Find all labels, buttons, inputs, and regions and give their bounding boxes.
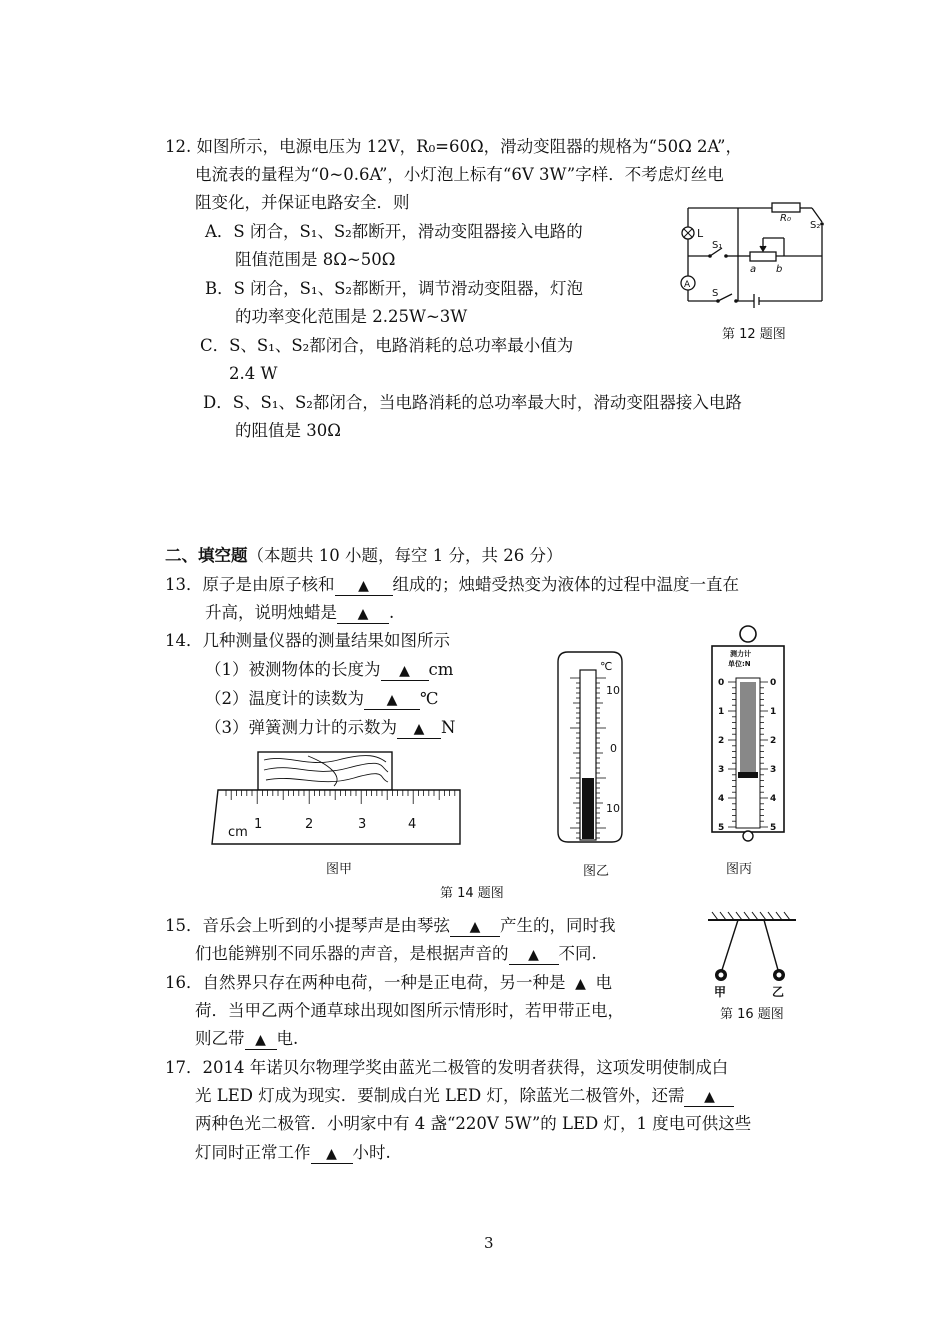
q15-text-3: 们也能辨别不同乐器的声音，是根据声音的 <box>195 944 509 963</box>
section-note: （本题共 10 小题，每空 1 分，共 26 分） <box>247 546 563 565</box>
spring-scale-tick-label: 1 <box>770 707 777 717</box>
label-s1: S₁ <box>712 240 723 251</box>
q15-text-2: 产生的，同时我 <box>500 916 616 935</box>
q12-line3: 阻变化，并保证电路安全．则 <box>195 193 410 212</box>
section-title: 二、填空题 <box>165 546 248 565</box>
thermometer-tick-bottom: 10 <box>606 802 620 815</box>
q12-line2: 电流表的量程为“0~0.6A”，小灯泡上标有“6V 3W”字样．不考虑灯丝电 <box>195 165 724 184</box>
q17-blank-1[interactable]: ▲ <box>684 1088 734 1107</box>
q15-blank-1[interactable]: ▲ <box>450 918 500 937</box>
q12-option-d-cont: 的阻值是 30Ω <box>235 421 341 440</box>
page-number: 3 <box>484 1234 494 1252</box>
q17-blank-2[interactable]: ▲ <box>311 1145 353 1164</box>
q14-blank-1[interactable]: ▲ <box>381 662 429 681</box>
q14-sub2-text: （2）温度计的读数为 <box>205 689 364 708</box>
q14-sub3-unit: N <box>441 718 456 737</box>
spring-scale-tick-label: 0 <box>718 678 725 688</box>
spring-scale-tick-label: 4 <box>718 794 725 804</box>
q14-sub1-unit: cm <box>428 660 454 679</box>
q14-figure-caption: 第 14 题图 <box>440 886 504 901</box>
spring-scale-tick-label: 5 <box>770 823 777 833</box>
spring-scale-head1: 测力计 <box>730 650 751 658</box>
thermometer-unit: ℃ <box>600 660 613 673</box>
q16-text-4: 则乙带 <box>195 1029 245 1048</box>
ruler-tick-3: 3 <box>358 817 367 832</box>
q17-text-2: 光 LED 灯成为现实．要制成白光 LED 灯，除蓝光二极管外，还需 <box>195 1086 685 1105</box>
spring-scale-tick-label: 1 <box>718 707 725 717</box>
spring-scale-tick-label: 5 <box>718 823 725 833</box>
ball-label-yi: 乙 <box>772 985 785 999</box>
q15-text-1: 15．音乐会上听到的小提琴声是由琴弦 <box>165 916 450 935</box>
spring-scale-tick-label: 0 <box>770 678 777 688</box>
q13-blank-2[interactable]: ▲ <box>337 605 389 624</box>
q12-option-a: A．S 闭合，S₁、S₂都断开，滑动变阻器接入电路的 <box>205 222 583 241</box>
spring-scale-tick-label: 3 <box>718 765 725 775</box>
q17-text-5: 小时. <box>352 1143 391 1162</box>
q16-line3 <box>195 1028 298 1050</box>
q12-circuit-diagram <box>672 198 842 316</box>
q14-stem: 14．几种测量仪器的测量结果如图所示 <box>165 631 450 650</box>
ruler-unit: cm <box>228 825 248 840</box>
q13-line2 <box>205 602 394 624</box>
label-b: b <box>776 264 783 275</box>
q15-blank-2[interactable]: ▲ <box>509 946 559 965</box>
thermometer-tick-zero: 0 <box>610 742 617 755</box>
spring-scale-head2: 单位:N <box>728 660 751 668</box>
q16-line1 <box>165 972 612 994</box>
ruler-tick-2: 2 <box>305 817 314 832</box>
label-s2: S₂ <box>810 220 821 231</box>
ruler-caption: 图甲 <box>326 862 353 877</box>
spring-scale-tick-label: 2 <box>718 736 725 746</box>
q12-option-c: C．S、S₁、S₂都闭合，电路消耗的总功率最小值为 <box>200 336 574 355</box>
q15-line2 <box>195 943 597 965</box>
ruler-figure <box>208 748 470 848</box>
thermometer-tick-top: 10 <box>606 684 620 697</box>
label-s: S <box>712 288 719 299</box>
q14-sub3-text: （3）弹簧测力计的示数为 <box>205 718 397 737</box>
q17-line2 <box>195 1085 734 1107</box>
ruler-tick-4: 4 <box>408 817 417 832</box>
q14-blank-3[interactable]: ▲ <box>397 720 441 739</box>
label-lamp: L <box>697 227 704 240</box>
ruler-tick-1: 1 <box>254 817 263 832</box>
label-a: a <box>750 264 757 275</box>
q16-text-1: 16．自然界只存在两种电荷，一种是正电荷，另一种是 <box>165 973 566 992</box>
q16-blank-1[interactable]: ▲ <box>575 976 586 992</box>
q15-text-4: 不同. <box>558 944 597 963</box>
q14-sub1 <box>205 659 453 681</box>
spring-scale-caption: 图丙 <box>726 862 753 877</box>
q13-text-4: . <box>389 603 395 622</box>
spring-scale-tick-label: 3 <box>770 765 777 775</box>
q16-text-5: 电. <box>276 1029 299 1048</box>
section-heading <box>165 545 562 567</box>
q13-text-3: 升高，说明烛蜡是 <box>205 603 337 622</box>
thermometer-figure <box>548 648 632 848</box>
q13-text-1: 13．原子是由原子核和 <box>165 575 335 594</box>
q13-line1 <box>165 574 739 596</box>
q16-blank-2[interactable]: ▲ <box>245 1031 277 1050</box>
q12-option-b-cont: 的功率变化范围是 2.25W~3W <box>235 307 468 326</box>
q16-text-2: 电 <box>595 973 612 992</box>
spring-scale-tick-label: 2 <box>770 736 777 746</box>
q17-line4 <box>195 1142 391 1164</box>
q12-option-c-cont: 2.4 W <box>229 364 278 383</box>
label-r0: R₀ <box>780 213 791 224</box>
q15-line1 <box>165 915 616 937</box>
ball-label-jia: 甲 <box>714 985 727 999</box>
thermometer-caption: 图乙 <box>583 864 610 879</box>
q14-sub2-unit: ℃ <box>420 689 439 708</box>
q14-sub1-text: （1）被测物体的长度为 <box>205 660 381 679</box>
q13-blank-1[interactable]: ▲ <box>335 577 393 596</box>
q17-text-4: 灯同时正常工作 <box>195 1143 311 1162</box>
spring-scale-figure <box>708 622 792 844</box>
q16-line2: 荷．当甲乙两个通草球出现如图所示情形时，若甲带正电， <box>195 1001 624 1020</box>
pith-balls-figure <box>704 910 800 1002</box>
q17-line1: 17．2014 年诺贝尔物理学奖由蓝光二极管的发明者获得，这项发明使制成白 <box>165 1058 729 1077</box>
q17-line3: 两种色光二极管．小明家中有 4 盏“220V 5W”的 LED 灯，1 度电可供这些 <box>195 1114 752 1133</box>
q12-option-b: B．S 闭合，S₁、S₂都断开，调节滑动变阻器，灯泡 <box>205 279 584 298</box>
q13-text-2: 组成的；烛蜡受热变为液体的过程中温度一直在 <box>392 575 739 594</box>
q14-sub3 <box>205 717 455 739</box>
q14-sub2 <box>205 688 438 710</box>
q12-line1: 12. 如图所示，电源电压为 12V，R₀=60Ω，滑动变阻器的规格为“50Ω 2A”， <box>165 137 742 156</box>
q14-blank-2[interactable]: ▲ <box>364 691 420 710</box>
spring-scale-tick-label: 4 <box>770 794 777 804</box>
label-ammeter: A <box>684 280 691 290</box>
q16-figure-caption: 第 16 题图 <box>720 1007 784 1022</box>
q12-figure-caption: 第 12 题图 <box>722 327 786 342</box>
q12-option-a-cont: 阻值范围是 8Ω~50Ω <box>235 250 396 269</box>
q12-option-d: D．S、S₁、S₂都闭合，当电路消耗的总功率最大时，滑动变阻器接入电路 <box>203 393 742 412</box>
